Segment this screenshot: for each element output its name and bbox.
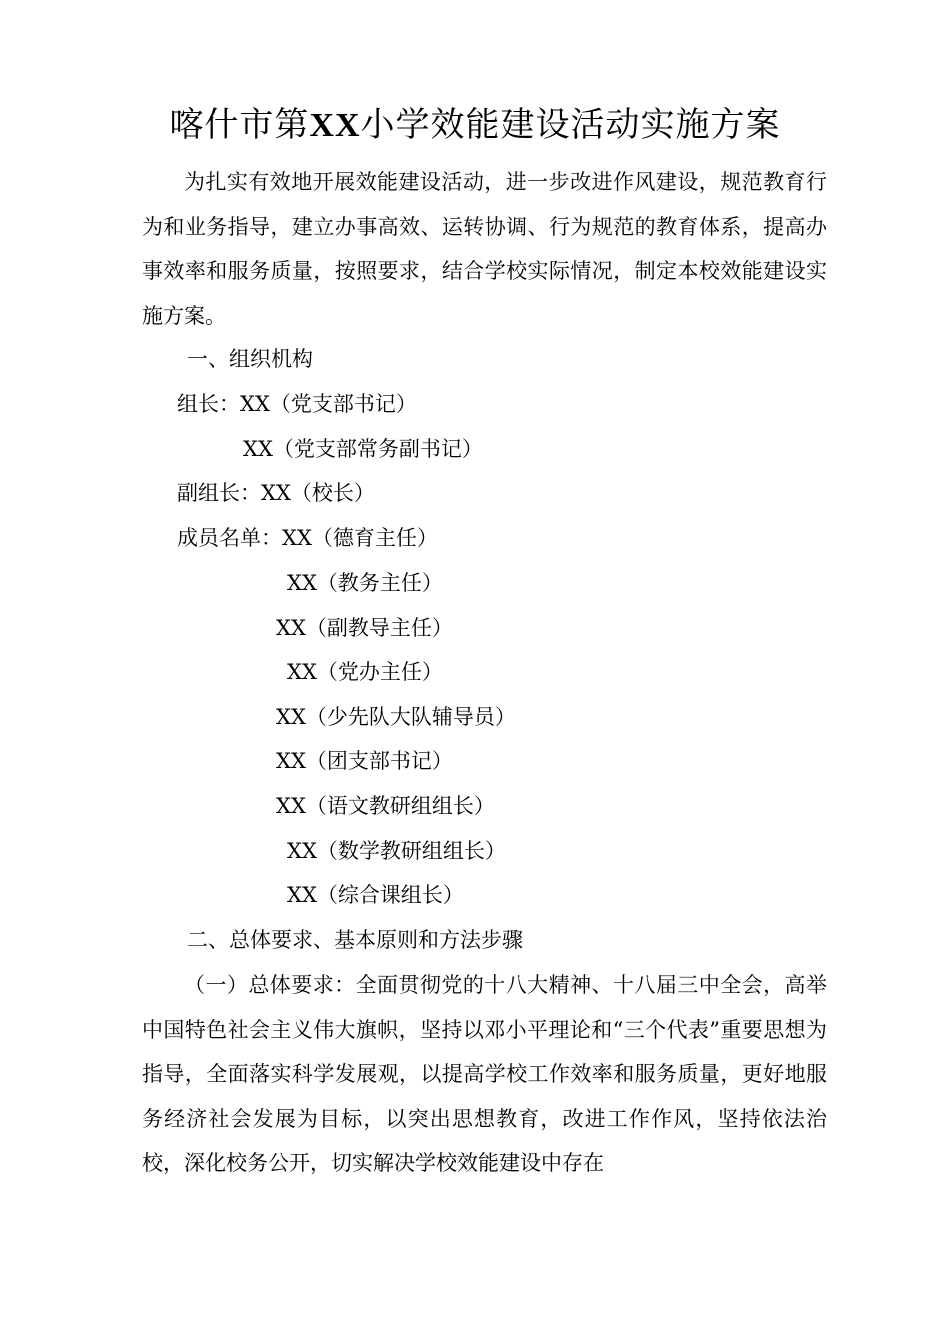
org-members-label: 成员名单：XX（德育主任） bbox=[177, 526, 438, 550]
title-suffix: 小学效能建设活动实施方案 bbox=[360, 105, 781, 145]
section2-heading: 二、总体要求、基本原则和方法步骤 bbox=[187, 928, 523, 952]
intro-paragraph: 为扎实有效地开展效能建设活动，进一步改进作风建设，规范教育行为和业务指导，建立办事高效、运转协调、行为规范的教育体系，提高办事效率和服务质量，按照要求，结合学校实际情况，制定本校效能建设实施方案。 bbox=[142, 170, 827, 328]
org-member-3: XX（副教导主任） bbox=[276, 616, 453, 640]
section1-heading: 一、组织机构 bbox=[187, 347, 313, 371]
org-member-9: XX（综合课组长） bbox=[287, 883, 464, 907]
org-member-6: XX（团支部书记） bbox=[276, 749, 453, 773]
org-leader-1: 组长：XX（党支部书记） bbox=[177, 392, 417, 416]
title-bold: XX bbox=[309, 107, 361, 144]
title-prefix: 喀什市第 bbox=[169, 105, 310, 145]
org-member-4: XX（党办主任） bbox=[287, 660, 443, 684]
org-member-7: XX（语文教研组组长） bbox=[276, 794, 495, 818]
org-deputy: 副组长：XX（校长） bbox=[177, 481, 375, 505]
section2-paragraph: （一）总体要求：全面贯彻党的十八大精神、十八届三中全会，高举中国特色社会主义伟大旗帜，坚持以邓小平理论和“三个代表”重要思想为指导，全面落实科学发展观，以提高学校工作效率和服务质量，更好地服务经济社会发展为目标，以突出思想教育，改进工作作风，坚持依法治校，深化校务公开，切实解决学校效能建设中存在 bbox=[142, 973, 827, 1175]
org-member-8: XX（数学教研组组长） bbox=[287, 839, 506, 863]
org-member-5: XX（少先队大队辅导员） bbox=[276, 705, 516, 729]
org-leader-2: XX（党支部常务副书记） bbox=[243, 437, 483, 461]
org-member-2: XX（教务主任） bbox=[287, 571, 443, 595]
document-title bbox=[0, 100, 950, 151]
